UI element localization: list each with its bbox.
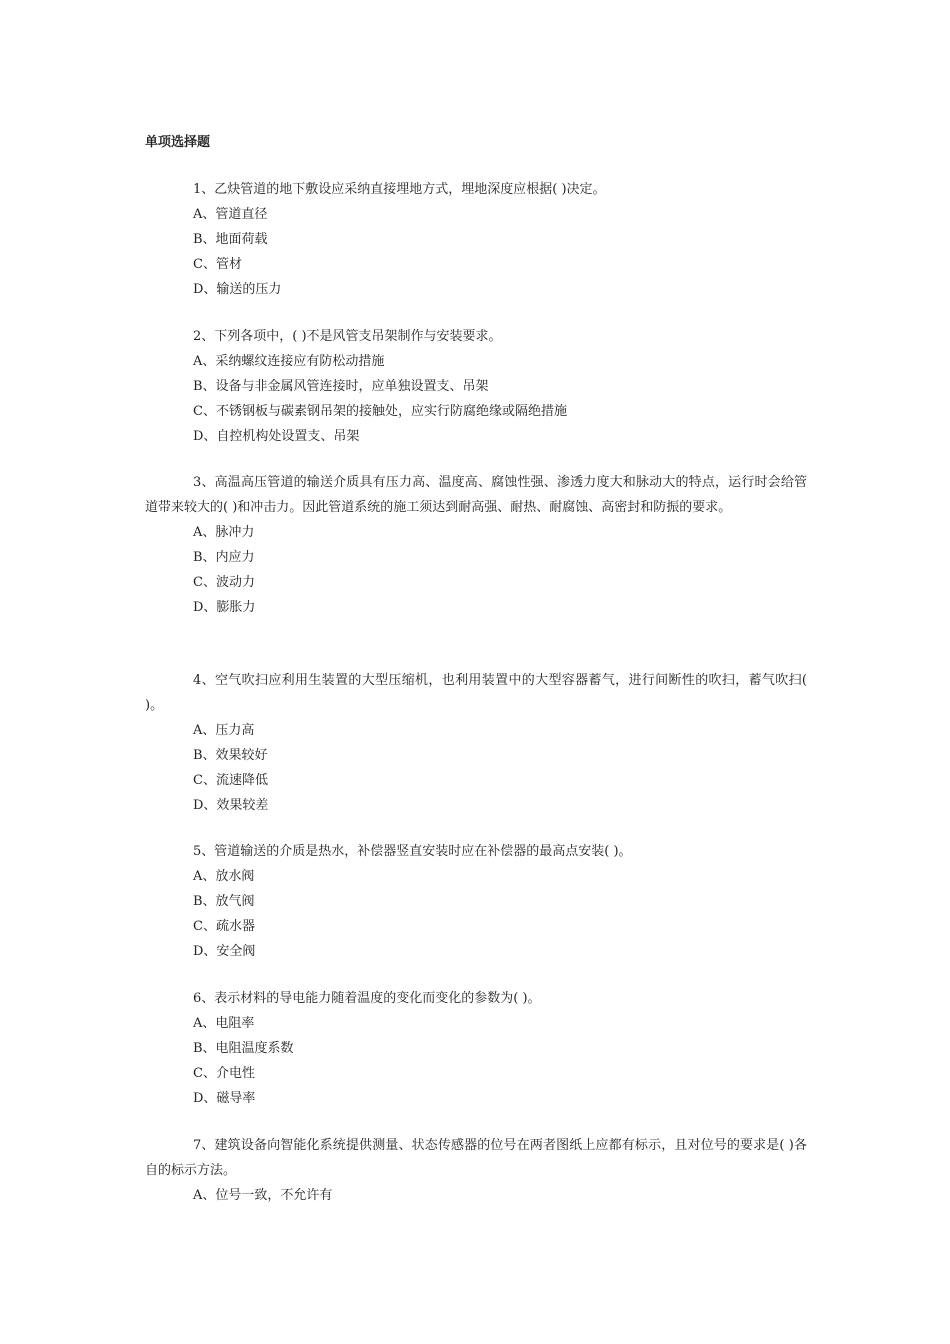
option-d: D、自控机构处设置支、吊架 [193, 429, 360, 444]
question-stem: 6、表示材料的导电能力随着温度的变化而变化的参数为( )。 [193, 991, 541, 1006]
question-stem: 5、管道输送的介质是热水，补偿器竖直安装时应在补偿器的最高点安装( )。 [193, 844, 632, 859]
option-d: D、膨胀力 [193, 600, 256, 615]
option-b: B、设备与非金属风管连接时，应单独设置支、吊架 [193, 379, 489, 394]
option-a: A、管道直径 [193, 207, 268, 222]
option-d: D、效果较差 [193, 798, 269, 813]
question-stem: 1、乙炔管道的地下敷设应采纳直接埋地方式，埋地深度应根据( )决定。 [193, 182, 606, 197]
option-a: A、放水阀 [193, 869, 255, 884]
question-4 [145, 668, 807, 818]
question-stem: 3、高温高压管道的输送介质具有压力高、温度高、腐蚀性强、渗透力度大和脉动大的特点，运行时会给管道带来较大的( )和冲击力。因此管道系统的施工须达到耐高强、耐热、耐腐蚀、高密封和防振的要求。 [145, 475, 807, 515]
option-a: A、位号一致，不允许有 [193, 1188, 333, 1203]
option-d: D、输送的压力 [193, 282, 282, 297]
option-c: C、波动力 [193, 575, 255, 590]
question-stem: 2、下列各项中，( )不是风管支吊架制作与安装要求。 [193, 329, 502, 344]
option-a: A、脉冲力 [193, 525, 255, 540]
option-a: A、采纳螺纹连接应有防松动措施 [193, 354, 385, 369]
option-b: B、电阻温度系数 [193, 1041, 294, 1056]
option-c: C、疏水器 [193, 919, 255, 934]
option-c: C、不锈钢板与碳素钢吊架的接触处，应实行防腐绝缘或隔绝措施 [193, 404, 567, 419]
question-2 [145, 324, 807, 449]
question-3 [145, 470, 807, 620]
option-d: D、磁导率 [193, 1091, 256, 1106]
question-stem: 7、建筑设备向智能化系统提供测量、状态传感器的位号在两者图纸上应都有标示，且对位号的要求是( )各自的标示方法。 [145, 1138, 807, 1178]
option-b: B、内应力 [193, 550, 255, 565]
section-title: 单项选择题 [145, 135, 211, 150]
option-c: C、管材 [193, 257, 242, 272]
question-7 [145, 1133, 807, 1208]
option-c: C、流速降低 [193, 773, 268, 788]
question-stem: 4、空气吹扫应利用生装置的大型压缩机，也利用装置中的大型容器蓄气，进行间断性的吹扫，蓄气吹扫( )。 [145, 673, 807, 713]
option-c: C、介电性 [193, 1066, 255, 1081]
option-b: B、放气阀 [193, 894, 255, 909]
question-5 [145, 839, 807, 964]
question-6 [145, 986, 807, 1111]
option-b: B、地面荷载 [193, 232, 268, 247]
option-a: A、压力高 [193, 723, 255, 738]
option-b: B、效果较好 [193, 748, 268, 763]
question-1 [145, 177, 807, 302]
option-a: A、电阻率 [193, 1016, 255, 1031]
option-d: D、安全阀 [193, 944, 256, 959]
